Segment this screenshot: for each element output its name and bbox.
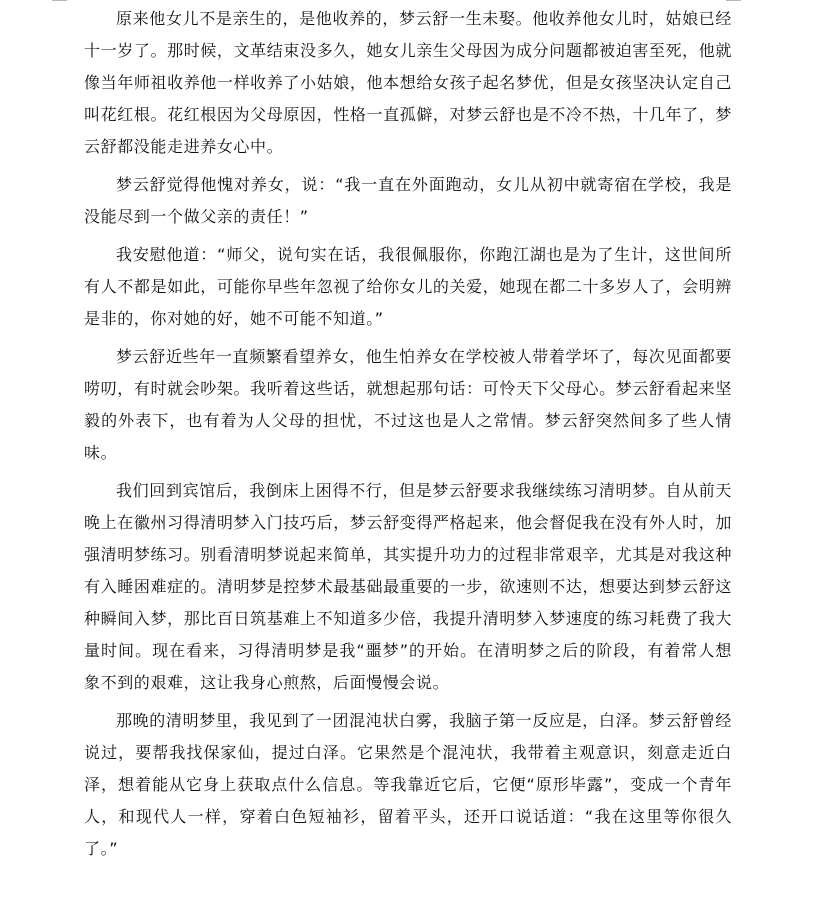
document-text-body <box>84 3 732 871</box>
paragraph-1: 原来他女儿不是亲生的，是他收养的，梦云舒一生未娶。他收养他女儿时，姑娘已经十一岁了。那时候，文革结束没多久，她女儿亲生父母因为成分问题都被迫害至死，他就像当年师祖收养他一样收养了小姑娘，他本想给女孩子起名梦优，但是女孩坚决认定自己叫花红根。花红根因为父母原因，性格一直孤僻，对梦云舒也是不冷不热，十几年了，梦云舒都没能走进养女心中。 <box>84 9 732 156</box>
paragraph-2: 梦云舒觉得他愧对养女，说：“我一直在外面跑动，女儿从初中就寄宿在学校，我是没能尽到一个做父亲的责任！” <box>84 175 732 226</box>
crop-mark-top-right <box>727 0 741 1</box>
paragraph-5: 我们回到宾馆后，我倒床上困得不行，但是梦云舒要求我继续练习清明梦。自从前天晚上在徽州习得清明梦入门技巧后，梦云舒变得严格起来，他会督促我在没有外人时，加强清明梦练习。别看清明梦说起来简单，其实提升功力的过程非常艰辛，尤其是对我这种有入睡困难症的。清明梦是控梦术最基础最重要的一步，欲速则不达，想要达到梦云舒这种瞬间入梦，那比百日筑基难上不知道多少倍，我提升清明梦入梦速度的练习耗费了我大量时间。现在看来，习得清明梦是我“噩梦”的开始。在清明梦之后的阶段，有着常人想象不到的艰难，这让我身心煎熬，后面慢慢会说。 <box>84 481 732 692</box>
paragraph-3: 我安慰他道：“师父，说句实在话，我很佩服你，你跑江湖也是为了生计，这世间所有人不都是如此，可能你早些年忽视了给你女儿的关爱，她现在都二十多岁人了，会明辨是非的，你对她的好，她不可能不知道。” <box>84 245 732 328</box>
paragraph-4: 梦云舒近些年一直频繁看望养女，他生怕养女在学校被人带着学坏了，每次见面都要唠叨，有时就会吵架。我听着这些话，就想起那句话：可怜天下父母心。梦云舒看起来坚毅的外表下，也有着为人父母的担忧，不过这也是人之常情。梦云舒突然间多了些人情味。 <box>84 347 732 462</box>
crop-mark-top-left <box>52 0 66 1</box>
paragraph-6: 那晚的清明梦里，我见到了一团混沌状白雾，我脑子第一反应是，白泽。梦云舒曾经说过，要帮我找保家仙，提过白泽。它果然是个混沌状，我带着主观意识，刻意走近白泽，想着能从它身上获取点什么信息。等我靠近它后，它便“原形毕露”，变成一个青年人，和现代人一样，穿着白色短袖衫，留着平头，还开口说话道：“我在这里等你很久了。” <box>84 711 732 858</box>
